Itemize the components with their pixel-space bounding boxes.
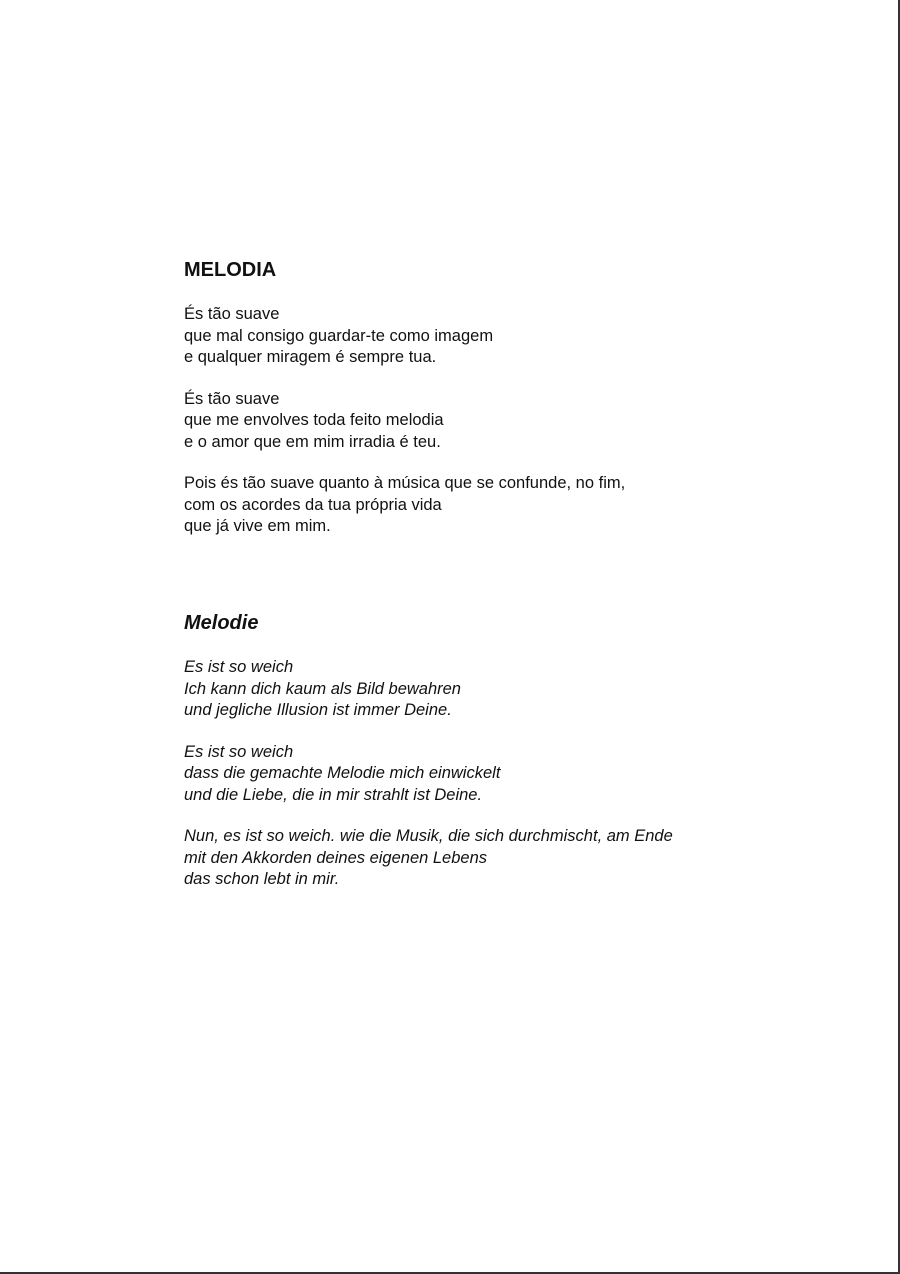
stanza [184,657,824,722]
stanza [184,742,824,807]
stanza [184,473,824,538]
poem-line: und jegliche Illusion ist immer Deine. [184,701,452,719]
poem-line: und die Liebe, die in mir strahlt ist Deine. [184,785,483,804]
poem-line: Ich kann dich kaum als Bild bewahren [184,679,461,698]
poem-line: que já vive em mim. [184,517,331,535]
poem-german [184,611,824,911]
poem-line: que me envolves toda feito melodia [184,411,444,429]
poem-title: MELODIA [184,259,277,281]
poem-line: mit den Akkorden deines eigenen Lebens [184,848,488,867]
poem-line: Pois és tão suave quanto à música que se confunde, no fim, [184,474,626,492]
poem-line: e o amor que em mim irradia é teu. [184,432,441,451]
poem-line: e qualquer miragem é sempre tua. [184,348,437,366]
poem-portuguese [184,258,824,558]
poem-line: És tão suave [184,305,280,323]
stanza [184,826,824,891]
poem-line: Es ist so weich [184,658,294,676]
poem-line: Es ist so weich [184,742,294,761]
stanza [184,389,824,454]
poem-line: que mal consigo guardar-te como imagem [184,326,494,345]
poem-line: dass die gemachte Melodie mich einwickelt [184,764,501,782]
poem-line: das schon lebt in mir. [184,870,340,888]
stanza [184,304,824,369]
poem-line: És tão suave [184,389,280,408]
poem-line: com os acordes da tua própria vida [184,495,442,514]
poem-line: Nun, es ist so weich. wie die Musik, die sich durchmischt, am Ende [184,827,673,845]
poem-title: Melodie [184,612,259,634]
